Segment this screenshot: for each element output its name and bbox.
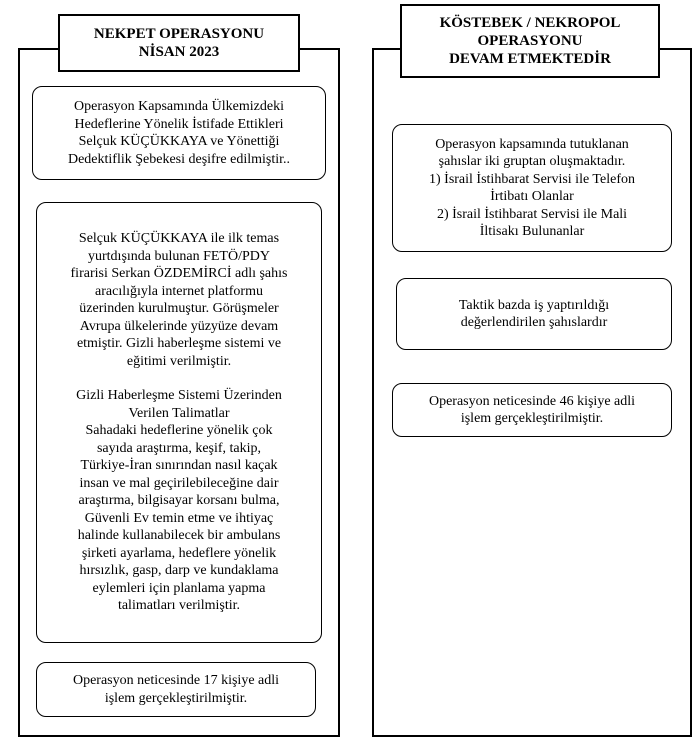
text-line: 2) İsrail İstihbarat Servisi ile Mali — [436, 206, 628, 222]
text-line: Dedektiflik Şebekesi deşifre edilmiştir.. — [67, 151, 290, 167]
left-box-details — [36, 202, 322, 643]
text-line: Operasyon kapsamında tutuklanan — [435, 136, 629, 152]
text-line: Selçuk KÜÇÜKKAYA ile ilk temas — [78, 231, 280, 247]
text-line: değerlendirilen şahıslardır — [460, 315, 608, 330]
text-line: Gizli Haberleşme Sistemi Üzerinden — [76, 388, 282, 404]
text-line: hırsızlık, gasp, darp ve kundaklama — [79, 563, 279, 579]
text-line: eğitimi verilmiştir. — [126, 353, 232, 369]
text-line: Avrupa ülkelerinde yüzyüze devam — [79, 318, 279, 334]
text-line: şirketi ayarlama, hedeflere yönelik — [81, 545, 277, 561]
text-line: eylemleri için planlama yapma — [92, 580, 266, 596]
text-line: üzerinden kurulmuştur. Görüşmeler — [79, 301, 279, 317]
right-box-result — [392, 383, 672, 437]
text-line: talimatları verilmiştir. — [117, 598, 241, 614]
text-line: insan ve mal geçirilebileceğine dair — [79, 475, 279, 491]
text-line: Güvenli Ev temin etme ve ihtiyaç — [84, 510, 274, 526]
text-line: Selçuk KÜÇÜKKAYA ve Yönettiği — [78, 134, 280, 149]
text-line: Operasyon Kapsamında Ülkemizdeki — [74, 99, 284, 114]
right-box-groups — [392, 124, 672, 252]
text-line: sayıda araştırma, keşif, takip, — [96, 440, 262, 456]
left-box-result — [36, 662, 316, 717]
text-line: şahıslar iki gruptan oluşmaktadır. — [438, 154, 626, 169]
title-line: OPERASYONU — [477, 33, 583, 49]
right-column-title — [400, 4, 660, 78]
left-column-title — [58, 14, 300, 72]
left-box-summary — [32, 86, 326, 180]
text-line: Taktik bazda iş yaptırıldığı — [458, 297, 610, 313]
text-line: Sahadaki hedeflerine yönelik çok — [85, 423, 273, 439]
text-line: halinde kullanabilecek bir ambulans — [77, 528, 281, 544]
title-line: KÖSTEBEK / NEKROPOL — [439, 15, 621, 31]
text-line: yurtdışında bulunan FETÖ/PDY — [88, 248, 270, 264]
text-line: 1) İsrail İstihbarat Servisi ile Telefon — [429, 171, 635, 187]
text-line: firarisi Serkan ÖZDEMİRCİ adlı şahıs — [70, 266, 288, 282]
text-line: Hedeflerine Yönelik İstifade Ettikleri — [74, 116, 284, 132]
text-line: işlem gerçekleştirilmiştir. — [460, 411, 604, 426]
text-line: aracılığıyla internet platformu — [95, 283, 263, 299]
text-line: işlem gerçekleştirilmiştir. — [104, 690, 248, 706]
title-line: DEVAM ETMEKTEDİR — [449, 51, 611, 67]
text-line: araştırma, bilgisayar korsanı bulma, — [78, 493, 280, 509]
text-line: Türkiye-İran sınırından nasıl kaçak — [80, 458, 278, 474]
text-line: Operasyon neticesinde 17 kişiye adli — [72, 673, 280, 688]
text-line: Operasyon neticesinde 46 kişiye adli — [428, 393, 636, 409]
text-line: İrtibatı Olanlar — [490, 189, 574, 204]
text-line: Verilen Talimatlar — [128, 405, 230, 421]
right-box-tactical — [396, 278, 672, 350]
text-line: İltisakı Bulunanlar — [479, 224, 585, 239]
text-line: etmiştir. Gizli haberleşme sistemi ve — [76, 336, 282, 352]
title-line: NİSAN 2023 — [138, 44, 220, 60]
title-line: NEKPET OPERASYONU — [93, 26, 265, 42]
